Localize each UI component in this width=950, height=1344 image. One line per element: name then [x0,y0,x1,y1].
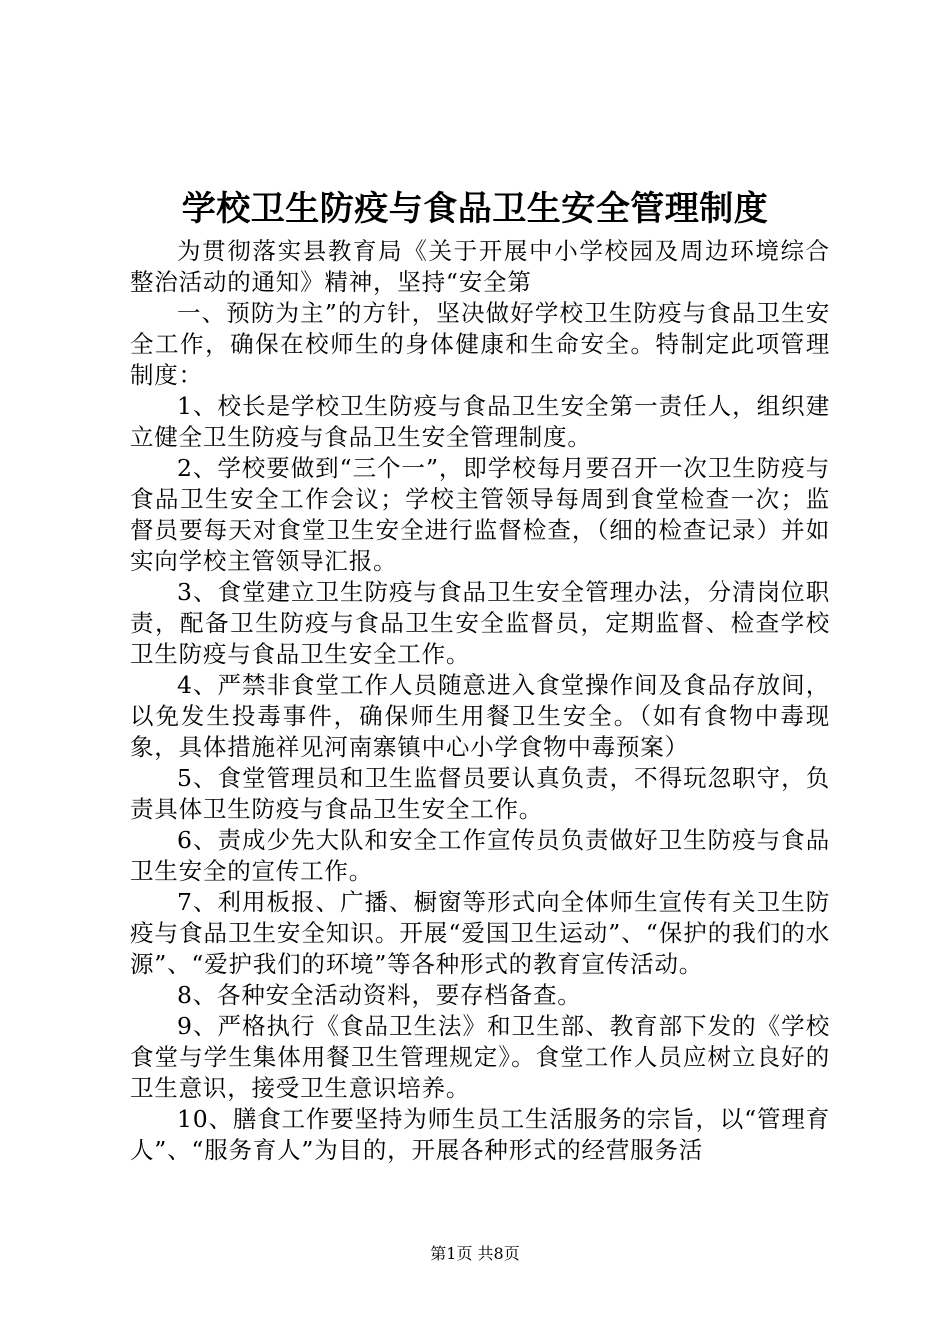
paragraph-principle: 一、预防为主”的方针，坚决做好学校卫生防疫与食品卫生安全工作，确保在校师生的身体健康和生命安全。特制定此项管理制度： [130,299,830,389]
paragraph-item-7: 7、利用板报、广播、橱窗等形式向全体师生宣传有关卫生防疫与食品卫生安全知识。开展“爱国卫生运动”、“保护的我们的水源”、“爱护我们的环境”等各种形式的教育宣传活动。 [130,888,830,978]
document-body [130,236,830,1166]
paragraph-item-4: 4、严禁非食堂工作人员随意进入食堂操作间及食品存放间，以免发生投毒事件，确保师生用餐卫生安全。（如有食物中毒现象，具体措施祥见河南寨镇中心小学食物中毒预案） [130,671,830,761]
paragraph-intro: 为贯彻落实县教育局《关于开展中小学校园及周边环境综合整治活动的通知》精神，坚持“安全第 [130,237,830,296]
paragraph-item-6: 6、责成少先大队和安全工作宣传员负责做好卫生防疫与食品卫生安全的宣传工作。 [130,826,830,885]
paragraph-item-5: 5、食堂管理员和卫生监督员要认真负责，不得玩忽职守，负责具体卫生防疫与食品卫生安全工作。 [130,764,830,823]
paragraph-item-8: 8、各种安全活动资料，要存档备查。 [177,981,582,1009]
paragraph-item-2: 2、学校要做到“三个一”，即学校每月要召开一次卫生防疫与食品卫生安全工作会议；学校主管领导每周到食堂检查一次；监督员要每天对食堂卫生安全进行监督检查，（细的检查记录）并如实向学校主管领导汇报。 [130,454,830,575]
page-number-footer: 第1页 共8页 [430,1244,520,1263]
paragraph-item-9: 9、严格执行《食品卫生法》和卫生部、教育部下发的《学校食堂与学生集体用餐卫生管理规定》。食堂工作人员应树立良好的卫生意识，接受卫生意识培养。 [130,1012,830,1102]
paragraph-item-3: 3、食堂建立卫生防疫与食品卫生安全管理办法，分清岗位职责，配备卫生防疫与食品卫生安全监督员，定期监督、检查学校卫生防疫与食品卫生安全工作。 [130,578,830,668]
paragraph-item-10: 10、膳食工作要坚持为师生员工生活服务的宗旨，以“管理育人”、“服务育人”为目的，开展各种形式的经营服务活 [130,1105,830,1164]
document-title: 学校卫生防疫与食品卫生安全管理制度 [181,189,769,229]
paragraph-item-1: 1、校长是学校卫生防疫与食品卫生安全第一责任人，组织建立健全卫生防疫与食品卫生安全管理制度。 [130,392,830,451]
